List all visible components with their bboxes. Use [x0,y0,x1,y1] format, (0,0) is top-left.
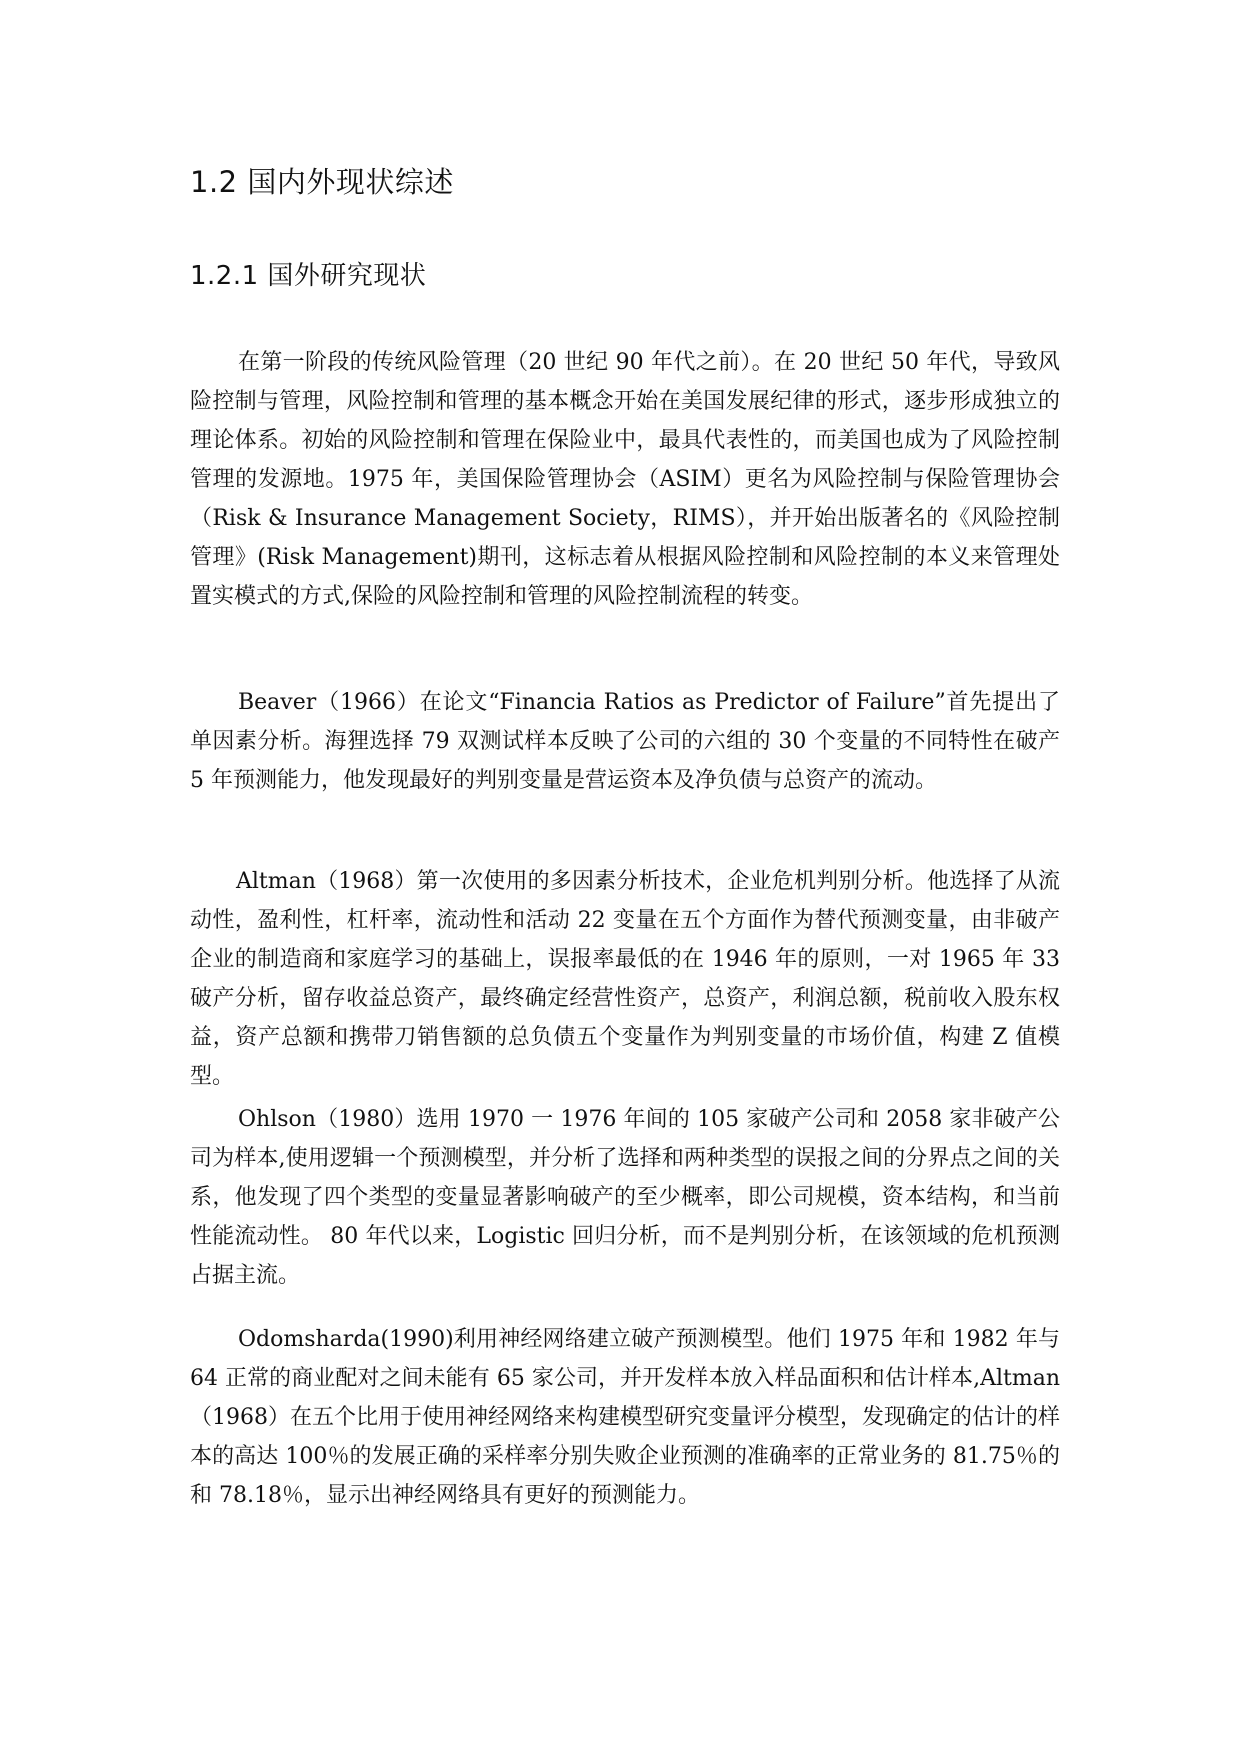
paragraph-beaver-1966: Beaver（1966）在论文“Financia Ratios as Predictor of Failure”首先提出了单因素分析。海狸选择 79 双测试样本反映了公司的六组的 30 个变量的不同特性在破产 5 年预测能力，他发现最好的判别变量是营运资本及净负债与总资产的流动。 [190,690,1060,793]
paragraph-odomsharda-1990: Odomsharda(1990)利用神经网络建立破产预测模型。他们 1975 年和 1982 年与 64 正常的商业配对之间未能有 65 家公司，并开发样本放入样品面积和估计样本,Altman（1968）在五个比用于使用神经网络来构建模型研究变量评分模型，发现确定的估计的样本的高达 100％的发展正确的采样率分别失败企业预测的准确率的正常业务的 81.75％的和 78.18％，显示出神经网络具有更好的预测能力。 [190,1327,1060,1508]
paragraph-altman-1968: Altman（1968）第一次使用的多因素分析技术，企业危机判别分析。他选择了从流动性，盈利性，杠杆率，流动性和活动 22 变量在五个方面作为替代预测变量，由非破产企业的制造商和家庭学习的基础上，误报率最低的在 1946 年的原则，一对 1965 年 33 破产分析，留存收益总资产，最终确定经营性资产，总资产，利润总额，税前收入股东权益，资产总额和携带刀销售额的总负债五个变量作为判别变量的市场价值，构建 Z 值模型。 [190,869,1060,1089]
subsection-heading: 1.2.1 国外研究现状 [190,261,427,291]
paragraph-ohlson-1980: Ohlson（1980）选用 1970 一 1976 年间的 105 家破产公司和 2058 家非破产公司为样本,使用逻辑一个预测模型，并分析了选择和两种类型的误报之间的分界点之间的关系，他发现了四个类型的变量显著影响破产的至少概率，即公司规模，资本结构，和当前性能流动性。 80 年代以来，Logistic 回归分析，而不是判别分析，在该领域的危机预测占据主流。 [190,1107,1060,1288]
paragraph-traditional-risk-management: 在第一阶段的传统风险管理（20 世纪 90 年代之前）。在 20 世纪 50 年代，导致风险控制与管理，风险控制和管理的基本概念开始在美国发展纪律的形式，逐步形成独立的理论体系。初始的风险控制和管理在保险业中，最具代表性的，而美国也成为了风险控制管理的发源地。1975 年，美国保险管理协会（ASIM）更名为风险控制与保险管理协会（Risk & Insurance Management Society，RIMS），并开始出版著名的《风险控制管理》(Risk Management)期刊，这标志着从根据风险控制和风险控制的本义来管理处置实模式的方式,保险的风险控制和管理的风险控制流程的转变。 [190,350,1060,609]
section-heading: 1.2 国内外现状综述 [190,165,454,199]
